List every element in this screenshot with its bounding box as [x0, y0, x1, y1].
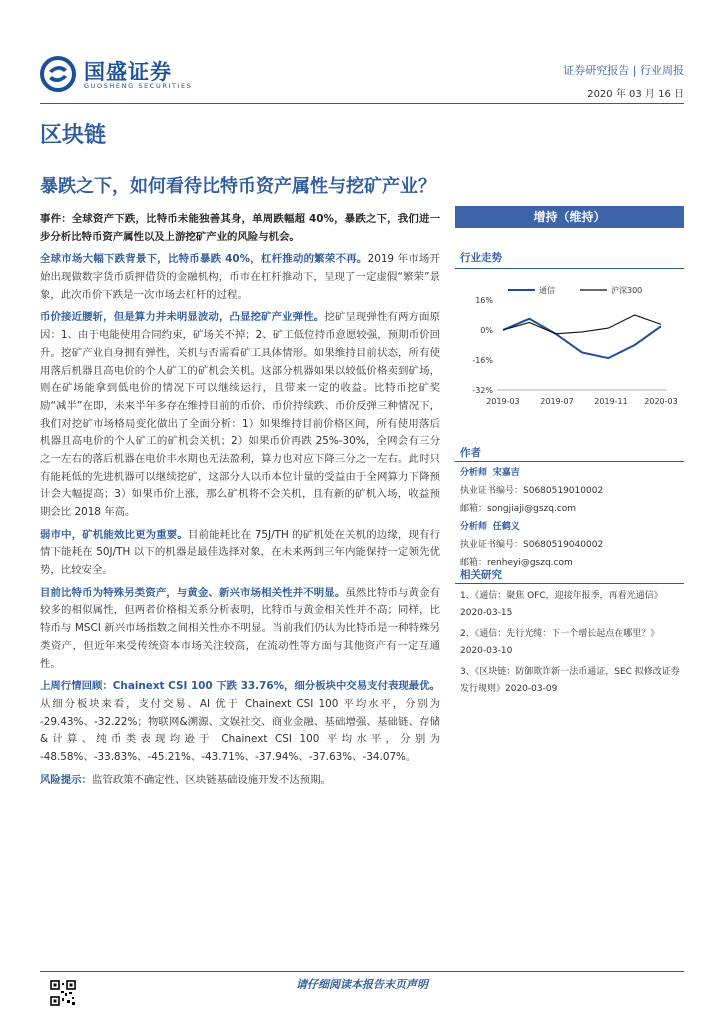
- author-role: 分析师: [460, 468, 488, 478]
- y-tick-label: -16%: [472, 356, 493, 365]
- email-address[interactable]: songjiaji@gszq.com: [487, 504, 577, 514]
- trend-divider: [455, 268, 684, 269]
- y-tick-label: 0%: [480, 326, 493, 335]
- report-title: 暴跌之下，如何看待比特币资产属性与挖矿产业？: [40, 176, 436, 197]
- paragraph-risk: [40, 772, 440, 790]
- authors-title: 作者: [460, 447, 481, 459]
- author-email: [460, 500, 680, 518]
- legend-label-hs300: 沪深300: [611, 286, 643, 295]
- paragraph: [40, 309, 440, 521]
- email-address[interactable]: renheyi@gszq.com: [487, 558, 573, 568]
- related-list: [460, 588, 680, 698]
- related-item[interactable]: 1、《通信：聚焦 OFC，迎接年报季，再看光通信》: [460, 591, 663, 601]
- paragraph-body: 从细分板块来看，支付交易、AI 优于 Chainext CSI 100 平均水平，分别为 -29.43%、-32.22%；物联网&溯源、文娱社交、商业金融、基础增强、基础链、存储&计算、纯币类表现均逊于 Chainext CSI 100 平均水平，分别为 -48.58%、-33.83%、-45.21%、-43.71%、-37.94%、-37.63%、-34.07%。: [40, 697, 440, 763]
- cert-label: 执业证书编号：: [460, 540, 524, 550]
- cert-number: S0680519010002: [523, 486, 604, 496]
- paragraph-lead: 上周行情回顾：Chainext CSI 100 下跌 33.76%，细分板块中交易支付表现最优。: [40, 680, 440, 693]
- trend-title: 行业走势: [460, 252, 502, 264]
- x-tick-label: 2019-11: [594, 397, 628, 406]
- paragraph: [40, 527, 440, 580]
- related-date: 2020-03-15: [460, 608, 513, 618]
- footer-divider: [40, 971, 684, 972]
- x-tick-label: 2019-03: [486, 397, 520, 406]
- paragraph-body: 监管政策不确定性、区块链基础设施开发不达预期。: [91, 773, 331, 786]
- cert-label: 执业证书编号：: [460, 486, 524, 496]
- x-tick-label: 2020-03: [644, 397, 678, 406]
- author-cert: [460, 482, 680, 500]
- author-row: [460, 518, 680, 536]
- paragraph-body: 目前能耗比在 75J/TH 的矿机处在关机的边缘，现有行情下能耗在 50J/TH 以下的机器是最佳选择对象，在未来两到三年内能保持一定领先优势，比较安全。: [40, 528, 440, 577]
- paragraph-lead: 全球市场大幅下跌背景下，比特币暴跌 40%，杠杆推动的繁荣不再。: [40, 253, 368, 266]
- paragraph-lead: 事件：全球资产下跌，比特币未能独善其身，单周跌幅超 40%，暴跌之下，我们进一步分析比特币资产属性以及上游挖矿产业的风险与机会。: [40, 213, 440, 243]
- paragraph-lead: 弱市中，矿机能效比更为重要。: [40, 528, 188, 541]
- paragraph-lead: 风险提示：: [40, 773, 92, 786]
- paragraph-body: 虽然比特币与黄金有较多的相似属性，但两者价格相关系分析表明，比特币与黄金相关性并不高；同样，比特币与 MSCI 新兴市场指数之间相关性亦不明显。当前我们仍认为比特币是一种特殊另类资产，但近年来受传统资本市场关注较高，在流动性等方面与其他资产有一定互通性。: [40, 586, 441, 670]
- guosheng-logo-icon: [40, 56, 76, 92]
- report-date: 2020 年 03 月 16 日: [587, 89, 684, 100]
- brand-name: 国盛证券: [84, 60, 172, 84]
- y-tick-label: 16%: [475, 296, 493, 305]
- paragraph-lead: 目前比特币为特殊另类资产，与黄金、新兴市场相关性并不明显。: [40, 586, 346, 599]
- trend-chart: [455, 278, 684, 413]
- header-divider: [40, 103, 684, 104]
- paragraph: [40, 251, 440, 304]
- rating-badge: 增持（维持）: [455, 206, 684, 228]
- brand-name-en: GUOSHENG SECURITIES: [84, 82, 193, 90]
- author-cert: [460, 536, 680, 554]
- author-role: 分析师: [460, 522, 488, 532]
- related-item[interactable]: 3、《区块链：防御欺诈新一法币通证，SEC 拟修改证券发行规则》2020-03-09: [460, 667, 680, 694]
- authors-list: [460, 464, 680, 572]
- authors-divider: [455, 461, 684, 462]
- author-row: [460, 464, 680, 482]
- author-name: 任鹤义: [492, 522, 520, 532]
- email-label: 邮箱：: [460, 504, 488, 514]
- paragraph-event: [40, 211, 440, 246]
- author-name: 宋嘉吉: [492, 468, 520, 478]
- qr-code-icon: [50, 980, 76, 1006]
- related-date: 2020-03-10: [460, 646, 513, 656]
- related-item[interactable]: 2、《通信：先行光缆：下一个增长起点在哪里？》: [460, 629, 660, 639]
- series-line-tongxin: [503, 319, 661, 358]
- related-divider: [455, 583, 684, 584]
- sector-title: 区块链: [40, 123, 107, 148]
- series-line-hs300: [503, 315, 661, 334]
- report-type: 证券研究报告 | 行业周报: [563, 64, 684, 77]
- paragraph-body: 2019 年市场开始出现做数字货币质押借贷的金融机构，币市在杠杆推动下，呈现了一定虚假“繁荣”景象，此次币价下跌是一次市场去杠杆的过程。: [40, 253, 440, 301]
- cert-number: S0680519040002: [523, 540, 604, 550]
- footer-disclaimer: 请仔细阅读本报告末页声明: [296, 978, 428, 991]
- main-body: [40, 211, 440, 794]
- paragraph: [40, 585, 440, 673]
- paragraph-body: 挖矿呈现弹性有两方面原因：1、由于电能使用合同约束，矿场关不掉；2、矿工低位持币意愿较强，预期币价回升。挖矿产业自身拥有弹性，关机与否需看矿工具体情形。如果维持目前状态，所有使用落后机器且高电价的个人矿工的矿机会关机。这部分机器如果以较低价格卖到矿场，则在矿场能拿到低电价的情况下可以继续运行，且带来一定的收益。比特币挖矿奖励“减半”在即，未来半年多存在维持目前的币价、币价持续跌、币价反弹三种情况下，我们对挖矿市场格局变化做出了全面分析：1）如果维持目前价格区间，所有使用落后机器且高电价的个人矿工的矿机会关机；2）如果币价再跌 25%-30%，全网会有三分之一左右的落后机器在电价丰水期也无法盈利，算力也对应下降三分之一左右。此时只有能耗低的先进机器可以继续挖矿，这部分人以币本位计量的受益由于全网算力下降预计会大幅提高；3）如果币价上涨，那么矿机将不会关机，且有新的矿机入场，收益预期会比 2018 年高。: [40, 311, 441, 518]
- legend-label-tongxin: 通信: [539, 286, 555, 295]
- email-label: 邮箱：: [460, 558, 488, 568]
- x-tick-label: 2019-07: [540, 397, 574, 406]
- paragraph: [40, 678, 440, 766]
- related-title: 相关研究: [460, 569, 502, 581]
- y-tick-label: -32%: [472, 386, 493, 395]
- paragraph-lead: 币价接近腰斩，但是算力并未明显波动，凸显挖矿产业弹性。: [40, 311, 325, 324]
